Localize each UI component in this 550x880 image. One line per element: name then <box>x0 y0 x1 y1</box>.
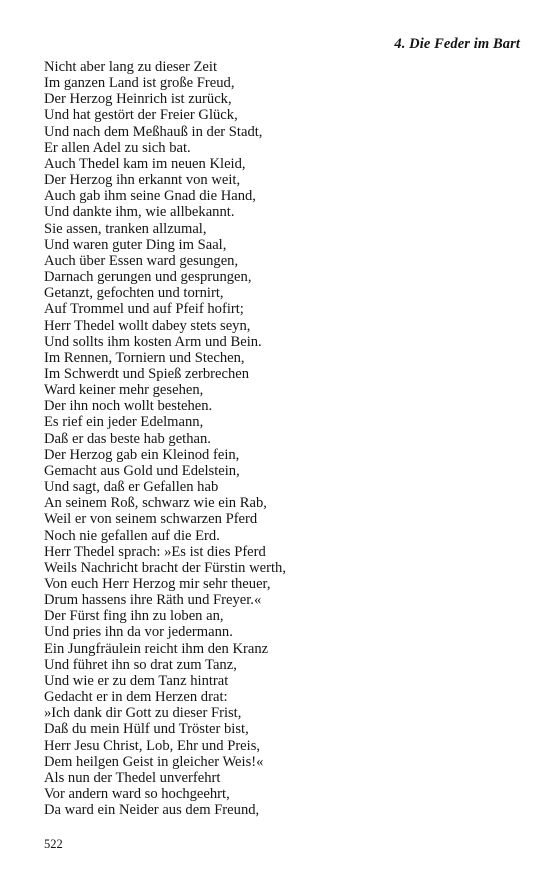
poem-line: Es rief ein jeder Edelmann, <box>44 414 204 431</box>
poem-line: Und pries ihn da vor jedermann. <box>44 624 233 641</box>
poem-line: »Ich dank dir Gott zu dieser Frist, <box>44 705 242 722</box>
poem-line: Der Herzog Heinrich ist zurück, <box>44 91 232 108</box>
poem-line: Im Rennen, Torniern und Stechen, <box>44 349 245 366</box>
poem-line: Daß er das beste hab gethan. <box>44 430 211 447</box>
poem-line: Darnach gerungen und gesprungen, <box>44 269 252 286</box>
poem-line: Drum hassens ihre Räth und Freyer.« <box>44 592 262 609</box>
poem-line: Und dankte ihm, wie allbekannt. <box>44 204 235 221</box>
poem-line: Auch Thedel kam im neuen Kleid, <box>44 155 246 172</box>
poem-line: Der Fürst fing ihn zu loben an, <box>44 608 224 625</box>
poem-line: Gedacht er in dem Herzen drat: <box>44 689 228 706</box>
poem-line: Und wie er zu dem Tanz hintrat <box>44 672 229 689</box>
poem-line: Und sollts ihm kosten Arm und Bein. <box>44 333 262 350</box>
poem-line: Und führet ihn so drat zum Tanz, <box>44 656 237 673</box>
poem-text <box>44 59 524 818</box>
poem-line: Gemacht aus Gold und Edelstein, <box>44 462 240 479</box>
poem-line: Ein Jungfräulein reicht ihm den Kranz <box>44 640 269 657</box>
poem-line: Ward keiner mehr gesehen, <box>44 382 204 399</box>
poem-line: Als nun der Thedel unverfehrt <box>44 769 221 786</box>
poem-line: Herr Thedel sprach: »Es ist dies Pferd <box>44 543 266 560</box>
poem-line: Auf Trommel und auf Pfeif hofirt; <box>44 301 244 318</box>
poem-line: Der Herzog ihn erkannt von weit, <box>44 172 241 189</box>
poem-line: Und waren guter Ding im Saal, <box>44 236 227 253</box>
poem-line: Weils Nachricht bracht der Fürstin werth, <box>44 559 286 576</box>
poem-line: Da ward ein Neider aus dem Freund, <box>44 802 260 819</box>
poem-line: Daß du mein Hülf und Tröster bist, <box>44 721 249 738</box>
poem-line: Und nach dem Meßhauß in der Stadt, <box>44 123 263 140</box>
poem-line: Weil er von seinem schwarzen Pferd <box>44 511 258 528</box>
poem-line: Er allen Adel zu sich bat. <box>44 139 191 156</box>
poem-line: Und hat gestört der Freier Glück, <box>44 107 238 124</box>
poem-line: An seinem Roß, schwarz wie ein Rab, <box>44 495 267 512</box>
poem-line: Der ihn noch wollt bestehen. <box>44 398 213 415</box>
poem-line: Getanzt, gefochten und tornirt, <box>44 285 224 302</box>
poem-line: Auch über Essen ward gesungen, <box>44 252 239 269</box>
chapter-heading: 4. Die Feder im Bart <box>394 36 520 52</box>
poem-line: Herr Jesu Christ, Lob, Ehr und Preis, <box>44 737 261 754</box>
poem-line: Von euch Herr Herzog mir sehr theuer, <box>44 576 271 592</box>
poem-line: Im Schwerdt und Spieß zerbrechen <box>44 365 250 382</box>
poem-line: Dem heilgen Geist in gleicher Weis!« <box>44 753 264 770</box>
poem-line: Sie assen, tranken allzumal, <box>44 220 207 237</box>
poem-line: Nicht aber lang zu dieser Zeit <box>44 59 218 75</box>
poem-line: Noch nie gefallen auf die Erd. <box>44 527 220 544</box>
poem-line: Vor andern ward so hochgeehrt, <box>44 786 230 803</box>
poem-line: Auch gab ihm seine Gnad die Hand, <box>44 188 256 205</box>
poem-line: Der Herzog gab ein Kleinod fein, <box>44 446 240 463</box>
poem-line: Im ganzen Land ist große Freud, <box>44 75 235 92</box>
poem-line: Und sagt, daß er Gefallen hab <box>44 479 219 496</box>
poem-line: Herr Thedel wollt dabey stets seyn, <box>44 317 251 334</box>
page-number: 522 <box>44 837 63 851</box>
